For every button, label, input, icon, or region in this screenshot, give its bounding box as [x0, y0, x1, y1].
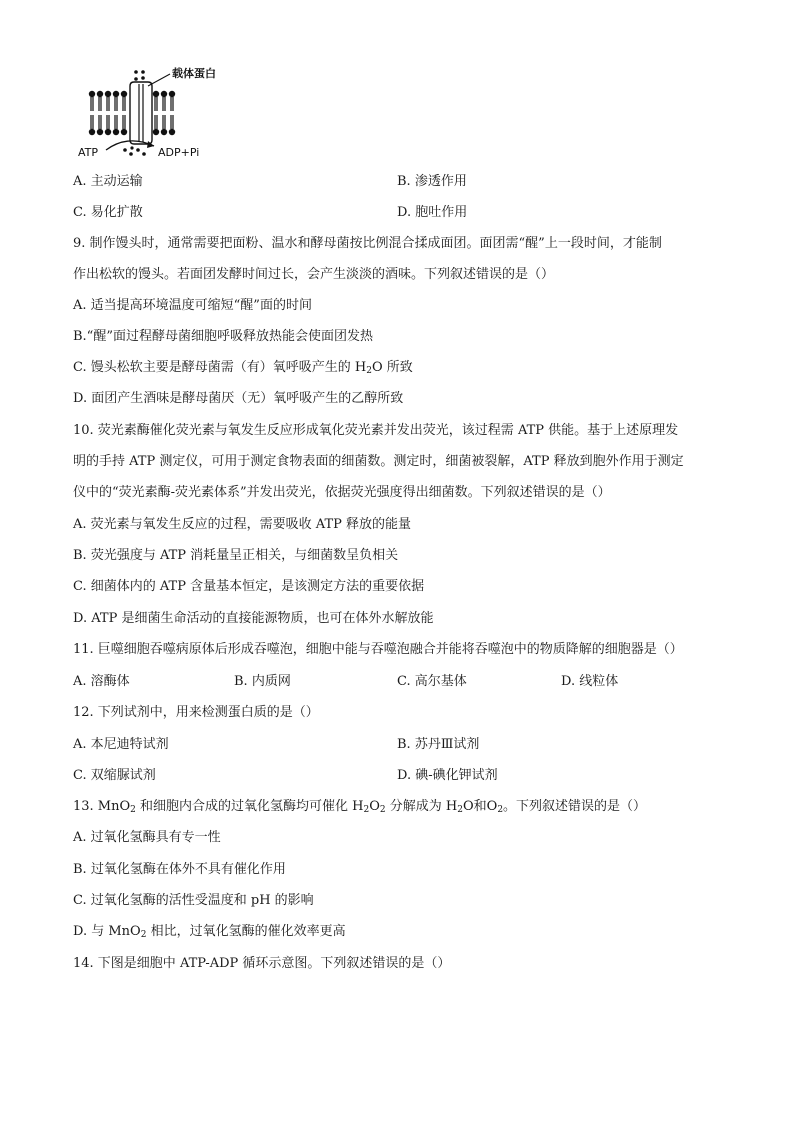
q10-stem-line1: 10. 荧光素酶催化荧光素与氧发生反应形成氧化荧光素并发出荧光，该过程需 ATP 供能。基于上述原理发: [73, 423, 679, 438]
q13-option-a: A. 过氧化氢酶具有专一性: [73, 830, 221, 845]
q8-option-c: C. 易化扩散: [73, 205, 143, 220]
q9-option-d: D. 面团产生酒味是酵母菌厌（无）氧呼吸产生的乙醇所致: [73, 391, 404, 406]
q8-option-b: B. 渗透作用: [397, 174, 467, 189]
q14-stem: 14. 下图是细胞中 ATP-ADP 循环示意图。下列叙述错误的是（）: [73, 956, 451, 971]
q10-option-d: D. ATP 是细菌生命活动的直接能源物质，也可在体外水解放能: [73, 611, 434, 626]
q11-option-b: B. 内质网: [234, 674, 291, 689]
atp-label: ATP: [78, 146, 99, 159]
q10-stem-line3: 仪中的“荧光素酶-荧光素体系”并发出荧光，依据荧光强度得出细菌数。下列叙述错误的是（）: [73, 485, 611, 500]
q12-option-b: B. 苏丹Ⅲ试剂: [397, 737, 480, 752]
carrier-protein: [130, 82, 152, 144]
q9-stem-line2: 作出松软的馒头。若面团发酵时间过长，会产生淡淡的酒味。下列叙述错误的是（）: [73, 267, 555, 282]
q13-option-d: D. 与 MnO$_2$ 相比，过氧化氢酶的催化效率更高: [73, 924, 346, 940]
adp-pi-label: ADP+Pi: [158, 146, 200, 159]
q8-option-a: A. 主动运输: [73, 174, 143, 189]
q11-option-c: C. 高尔基体: [397, 674, 467, 689]
q12-option-a: A. 本尼迪特试剂: [73, 737, 169, 752]
q12-stem: 12. 下列试剂中，用来检测蛋白质的是（）: [73, 705, 319, 720]
q10-stem-line2: 明的手持 ATP 测定仪，可用于测定食物表面的细菌数。测定时，细菌被裂解，ATP 释放到胞外作用于测定: [73, 454, 684, 469]
q8-option-d: D. 胞吐作用: [397, 205, 468, 220]
q12-option-d: D. 碘-碘化钾试剂: [397, 768, 498, 783]
q13-option-b: B. 过氧化氢酶在体外不具有催化作用: [73, 862, 286, 877]
carrier-protein-label: 载体蛋白: [172, 67, 216, 80]
q9-option-a: A. 适当提高环境温度可缩短“醒”面的时间: [73, 298, 312, 313]
q11-stem: 11. 巨噬细胞吞噬病原体后形成吞噬泡，细胞中能与吞噬泡融合并能将吞噬泡中的物质降解的细胞器是（）: [73, 642, 683, 657]
q10-option-b: B. 荧光强度与 ATP 消耗量呈正相关，与细菌数呈负相关: [73, 548, 399, 563]
q12-option-c: C. 双缩脲试剂: [73, 768, 156, 783]
q9-option-b: B.“醒”面过程酵母菌细胞呼吸释放热能会使面团发热: [73, 329, 373, 344]
q13-option-c: C. 过氧化氢酶的活性受温度和 pH 的影响: [73, 893, 314, 908]
q11-option-a: A. 溶酶体: [73, 674, 130, 689]
q11-option-d: D. 线粒体: [561, 674, 619, 689]
q13-stem: 13. MnO$_2$ 和细胞内合成的过氧化氢酶均可催化 $H_2O_2$ 分解成为 $H_2O$和$O_2$。下列叙述错误的是（）: [73, 799, 647, 815]
membrane-transport-figure: [78, 64, 238, 164]
q9-stem-line1: 9. 制作馒头时，通常需要把面粉、温水和酵母菌按比例混合揉成面团。面团需“醒”上一段时间，才能制: [73, 236, 662, 251]
q10-option-a: A. 荧光素与氧发生反应的过程，需要吸收 ATP 释放的能量: [73, 517, 412, 532]
q9-option-c: C. 馒头松软主要是酵母菌需（有）氧呼吸产生的 $H_2O$ 所致: [73, 360, 413, 376]
q10-option-c: C. 细菌体内的 ATP 含量基本恒定，是该测定方法的重要依据: [73, 579, 425, 594]
